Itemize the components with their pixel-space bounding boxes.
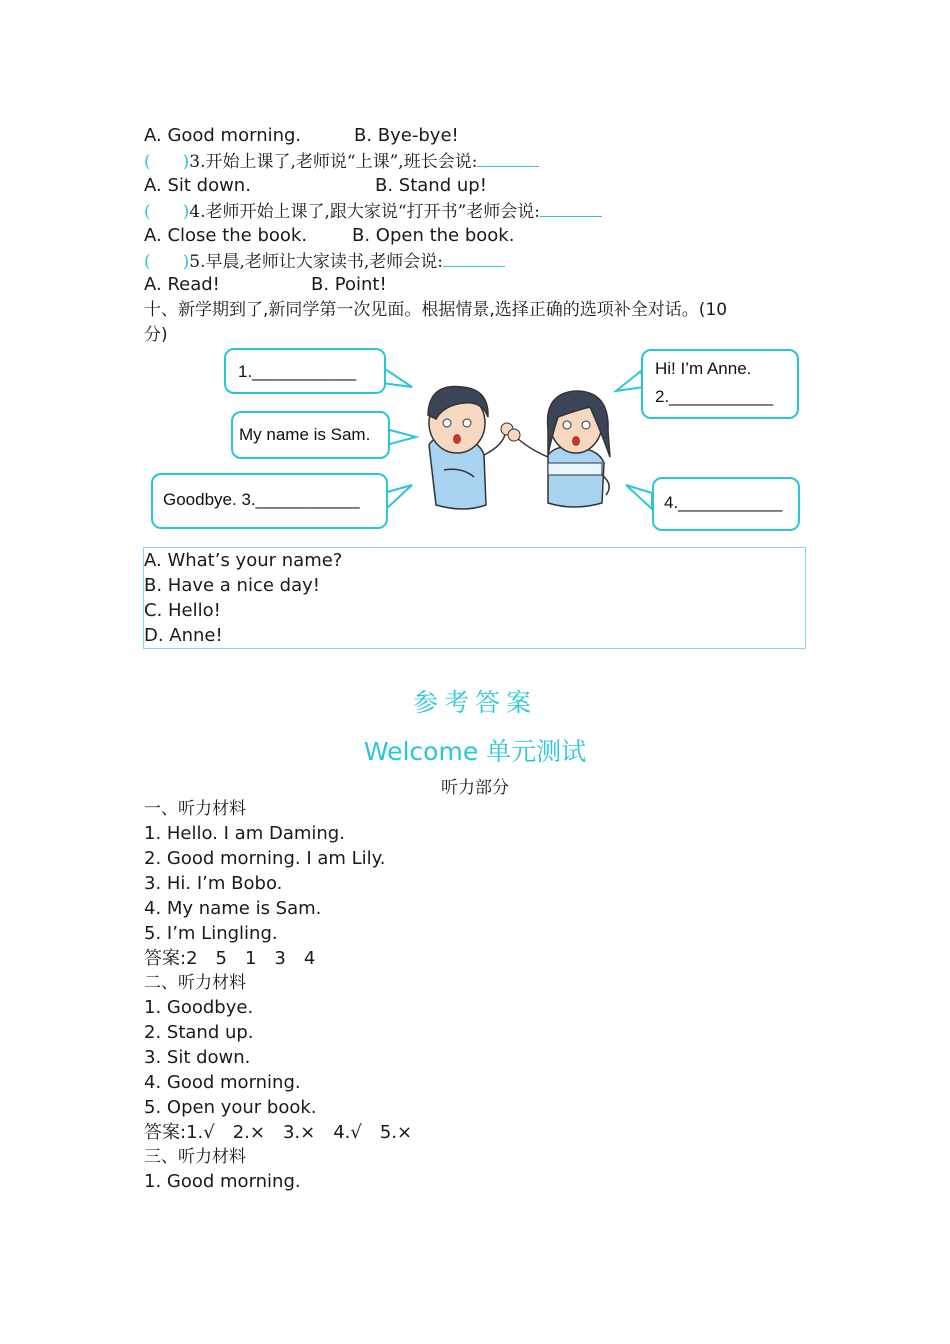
answer-line: 1. Good morning. <box>144 1171 301 1192</box>
options-box <box>143 547 806 649</box>
answer-line: 5. Open your book. <box>144 1097 317 1118</box>
question-3-text: 3.开始上课了,老师说“上课”,班长会说: <box>189 152 478 172</box>
speech-bubble-1: 1.___________ <box>224 348 386 394</box>
dialogue-illustration <box>144 345 809 535</box>
answer-line: 2. Good morning. I am Lily. <box>144 848 386 869</box>
answer-line: 3. Hi. I’m Bobo. <box>144 873 283 894</box>
answer-line: 二、听力材料 <box>144 973 246 993</box>
listening-header: 听力部分 <box>441 778 509 798</box>
q3-option-b: B. Stand up! <box>375 175 487 196</box>
speech-bubble-4: 4.___________ <box>652 477 800 531</box>
q4-option-b: B. Open the book. <box>352 225 515 246</box>
answer-line: 5. I’m Lingling. <box>144 923 278 944</box>
q4-option-a: A. Close the book. <box>144 225 308 246</box>
question-5: ( )5.早晨,老师让大家读书,老师会说: <box>144 248 505 274</box>
option-b: B. Have a nice day! <box>144 575 320 596</box>
speech-bubble-goodbye: Goodbye. 3.___________ <box>151 473 388 529</box>
answer-line: 一、听力材料 <box>144 799 246 819</box>
q5-option-a: A. Read! <box>144 274 220 295</box>
q2-options <box>144 124 301 148</box>
section-10-title-cont: 分) <box>144 325 168 345</box>
unit-test-title: Welcome 单元测试 <box>363 737 587 766</box>
option-c: C. Hello! <box>144 600 221 621</box>
q2-option-b: B. Bye-bye! <box>354 125 459 146</box>
question-4-text: 4.老师开始上课了,跟大家说“打开书”老师会说: <box>189 202 541 222</box>
girl-figure <box>508 391 610 507</box>
section-10-title: 十、新学期到了,新同学第一次见面。根据情景,选择正确的选项补全对话。(10 <box>144 300 728 320</box>
answer-line: 4. My name is Sam. <box>144 898 322 919</box>
bubble-tail <box>384 485 412 509</box>
bubble-tail <box>382 367 412 387</box>
q2-option-a: A. Good morning. <box>144 125 302 146</box>
answer-key-title: 参考答案 <box>412 688 537 717</box>
answer-line: 答案:1.√ 2.× 3.× 4.√ 5.× <box>144 1122 413 1143</box>
speech-bubble-sam: My name is Sam. <box>231 411 390 459</box>
question-5-text: 5.早晨,老师让大家读书,老师会说: <box>189 252 444 272</box>
answer-line: 答案:2 5 1 3 4 <box>144 948 316 969</box>
q3-option-a: A. Sit down. <box>144 175 251 196</box>
answer-line: 1. Goodbye. <box>144 997 254 1018</box>
bubble-tail <box>616 371 644 391</box>
question-4: ( )4.老师开始上课了,跟大家说“打开书”老师会说: <box>144 198 602 224</box>
speech-bubble-anne: Hi! I’m Anne. 2.___________ <box>641 349 799 419</box>
answer-line: 1. Hello. I am Daming. <box>144 823 345 844</box>
q5-option-b: B. Point! <box>311 274 387 295</box>
answer-line: 三、听力材料 <box>144 1147 246 1167</box>
option-a: A. What’s your name? <box>144 550 343 571</box>
answer-blank <box>443 248 505 267</box>
option-d: D. Anne! <box>144 625 223 646</box>
answer-line: 4. Good morning. <box>144 1072 301 1093</box>
answer-line: 2. Stand up. <box>144 1022 254 1043</box>
answer-blank <box>540 198 602 217</box>
question-3: ( )3.开始上课了,老师说“上课”,班长会说: <box>144 148 539 174</box>
boy-figure <box>428 387 513 509</box>
answer-blank <box>477 148 539 167</box>
bubble-tail <box>626 485 652 509</box>
bubble-tail <box>386 429 416 445</box>
answer-line: 3. Sit down. <box>144 1047 251 1068</box>
